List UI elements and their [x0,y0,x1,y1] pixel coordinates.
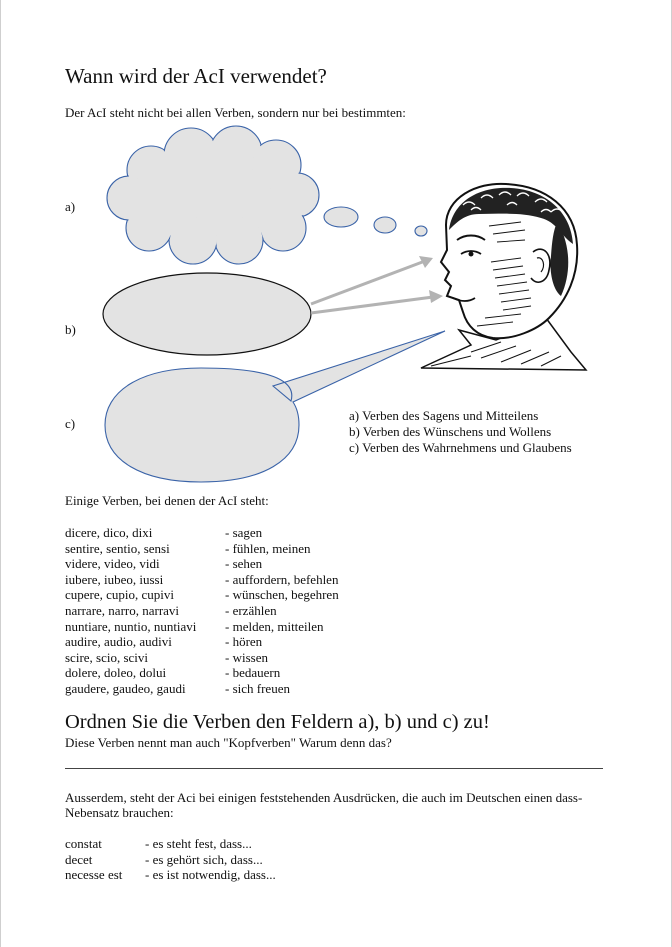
verb-german: - sagen [225,525,263,540]
legend-b: b) Verben des Wünschens und Wollens [349,424,552,439]
verb-latin: dolere, doleo, dolui [65,665,167,681]
answer-line[interactable] [65,768,603,769]
expression-german: - es steht fest, dass... [145,836,252,851]
verb-german: - melden, mitteilen [225,618,324,634]
verb-latin: cupere, cupio, cupivi [65,587,175,603]
expression-latin: constat [65,836,102,851]
verb-german: - wünschen, begehren [225,587,339,603]
task-heading: Ordnen Sie die Verben den Feldern a), b) und c) zu! [65,711,490,733]
verb-latin: iubere, iubeo, iussi [65,571,164,587]
speech-bubble-c [105,331,445,482]
extra-text-line1: Ausserdem, steht der Aci bei einigen feststehenden Ausdrücken, die auch im Deutschen einen dass- [65,790,583,805]
verb-latin: narrare, narro, narravi [65,602,180,618]
extra-text-line2: Nebensatz brauchen: [65,805,174,820]
verb-latin: dicere, dico, dixi [65,525,153,540]
verb-latin: scire, scio, scivi [65,649,149,665]
verb-german: - erzählen [225,602,277,618]
verb-german: - hören [225,634,263,650]
verb-latin: sentire, sentio, sensi [65,540,170,556]
head-illustration [421,184,586,370]
expression-latin: necesse est [65,867,123,883]
ellipse-b [103,256,443,355]
thought-cloud-a [107,126,427,264]
verb-latin: gaudere, gaudeo, gaudi [65,680,186,696]
expression-german: - es gehört sich, dass... [145,851,263,867]
verb-german: - fühlen, meinen [225,540,311,556]
verb-german: - auffordern, befehlen [225,571,339,587]
verbs-intro: Einige Verben, bei denen der AcI steht: [65,493,269,508]
verb-latin: nuntiare, nuntio, nuntiavi [65,618,197,634]
label-c: c) [65,416,76,431]
verb-german: - sich freuen [225,680,290,696]
intro-text: Der AcI steht nicht bei allen Verben, sondern nur bei bestimmten: [65,105,406,120]
legend-a: a) Verben des Sagens und Mitteilens [349,408,539,423]
verb-german: - wissen [225,649,268,665]
verb-german: - sehen [225,556,263,572]
label-a: a) [65,199,76,214]
expression-german: - es ist notwendig, dass... [145,867,276,883]
question-text: Diese Verben nennt man auch "Kopfverben" Warum denn das? [65,735,392,750]
expression-latin: decet [65,851,93,867]
verb-latin: audire, audio, audivi [65,634,172,650]
verb-latin: videre, video, vidi [65,556,160,572]
verb-german: - bedauern [225,665,281,681]
page-title: Wann wird der AcI verwendet? [65,64,327,88]
label-b: b) [65,322,76,337]
legend-c: c) Verben des Wahrnehmens und Glaubens [349,440,572,455]
